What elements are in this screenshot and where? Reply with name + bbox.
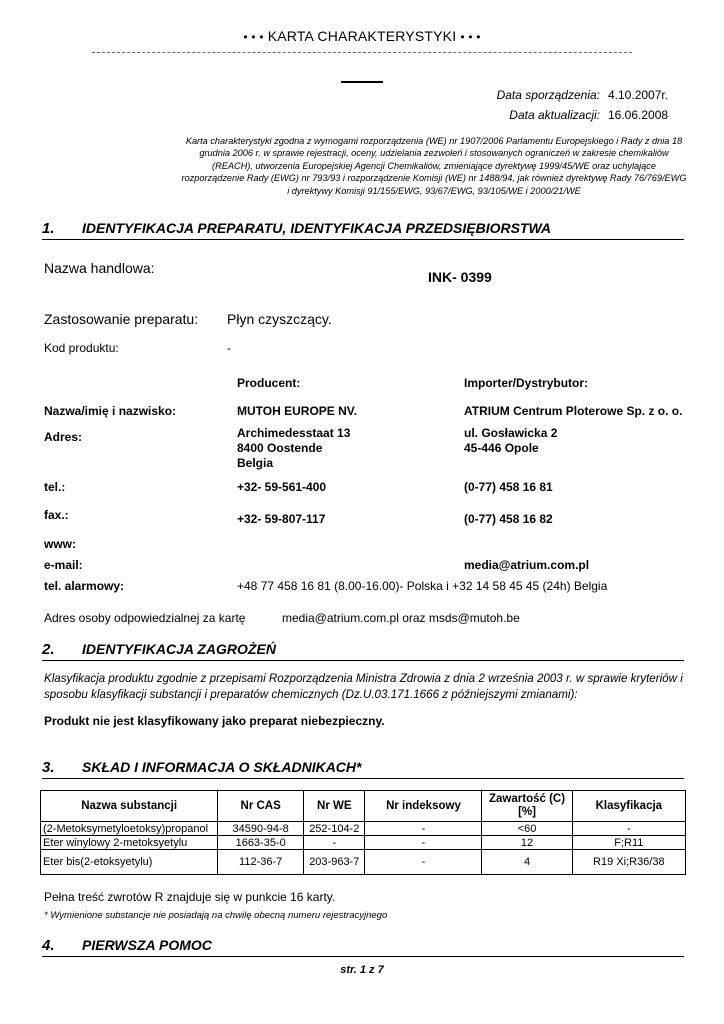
producer-fax: +32- 59-807-117 [237,512,326,526]
importer-tel: (0-77) 458 16 81 [464,480,553,494]
alarm-value: +48 77 458 16 81 (8.00-16.00)- Polska i +32 14 58 45 45 (24h) Belgia [237,579,608,593]
section-3-footnote: * Wymienione substancje nie posiadają na chwilę obecną numeru rejestracyjnego [44,910,388,921]
cell-cas: 112-36-7 [218,850,304,875]
section-1-title: IDENTYFIKACJA PREPARATU, IDENTYFIKACJA PRZEDSIĘBIORSTWA [82,220,552,236]
importer-fax: (0-77) 458 16 82 [464,512,553,526]
usage-label: Zastosowanie preparatu: [44,311,199,327]
section-4-heading [42,937,684,957]
substances-table [40,790,686,875]
table-header-row [41,791,686,822]
col-header-index: Nr indeksowy [365,791,482,822]
header-divider [92,52,632,53]
importer-email[interactable]: media@atrium.com.pl [464,558,590,572]
section-2-number: 2. [42,641,55,658]
importer-header: Importer/Dystrybutor: [464,376,589,390]
section-2-text: Klasyfikacja produktu zgodnie z przepisami Rozporządzenia Ministra Zdrowia z dnia 2 września 2003 r. w sprawie kryteriów i sposobu klasyfikacji substancji i preparatów chemicznych (Dz.U.03.171.1666 z późniejszymi zmianami): [44,672,683,701]
cell-content: 4 [482,850,572,875]
created-value: 4.10.2007r. [608,88,669,102]
usage-value: Płyn czyszczący. [227,311,332,327]
section-2-title: IDENTYFIKACJA ZAGROŻEŃ [82,641,276,657]
updated-date [509,108,682,122]
producer-header: Producent: [237,376,301,390]
col-header-name: Nazwa substancji [41,791,218,822]
short-divider [341,81,383,83]
cell-we: - [304,836,365,850]
updated-value: 16.06.2008 [608,108,669,122]
code-label: Kod produktu: [44,341,119,355]
section-3-heading [42,759,684,779]
col-header-we: Nr WE [304,791,365,822]
producer-address [237,426,350,471]
section-1-heading [42,220,684,240]
producer-address-line3: Belgia [237,456,274,470]
tel-label: tel.: [44,480,66,494]
table-row [41,836,686,850]
cell-we: 203-963-7 [304,850,365,875]
document-title [0,28,724,44]
producer-name: MUTOH EUROPE NV. [237,404,358,418]
cell-cas: 1663-35-0 [218,836,304,850]
cell-classification: - [572,822,685,836]
importer-address-line1: ul. Gosławicka 2 [464,426,558,440]
contact-value[interactable]: media@atrium.com.pl oraz msds@mutoh.be [282,611,520,625]
cell-classification: F;R11 [572,836,685,850]
cell-name: Eter bis(2-etoksyetylu) [41,850,218,875]
contact-label: Adres osoby odpowiedzialnej za kartę [44,611,246,625]
cell-content: <60 [482,822,572,836]
section-3-number: 3. [42,759,55,776]
trade-name-value: INK- 0399 [428,269,492,285]
section-4-title: PIERWSZA POMOC [82,937,212,953]
fax-label: fax.: [44,508,69,522]
producer-tel: +32- 59-561-400 [237,480,327,494]
cell-name: Eter winylowy 2-metoksyetylu [41,836,218,850]
section-3-note: Pełna treść zwrotów R znajduje się w punkcie 16 karty. [44,890,336,904]
cell-index: - [365,850,482,875]
created-label: Data sporządzenia: [496,88,600,102]
section-4-number: 4. [42,937,55,954]
updated-label: Data aktualizacji: [509,108,600,122]
created-date [497,88,682,102]
table-row [41,850,686,875]
section-2-heading [42,641,684,661]
title-text: KARTA CHARAKTERYSTYKI [267,28,457,44]
col-header-cas: Nr CAS [218,791,304,822]
cell-classification: R19 Xi;R36/38 [572,850,685,875]
importer-address [464,426,557,456]
legal-note: Karta charakterystyki zgodna z wymogami rozporządzenia (WE) nr 1907/2006 Parlamentu Europejskiego i Rady z dnia 18 grudnia 2006 r. w sprawie rejestracji, oceny, udzielania zezwoleń i stosowanych ograniczeń w zakresie chemikaliów (REACH), utworzenia Europejskiej Agencji Chemikaliów, zmieniające dyrektywę 1999/45/WE oraz uchylające rozporządzenie Rady (EWG) nr 793/93 i rozporządzenie Komisji (WE) nr 1488/94, jak również dyrektywę Rady 76/769/EWG i dyrektywy Komisji 91/155/EWG, 93/67/EWG, 93/105/WE i 2000/21/WE [181,136,687,196]
page-number: str. 1 z 7 [340,964,384,976]
alarm-label: tel. alarmowy: [44,579,125,593]
www-label: www: [44,537,76,551]
col-header-content: Zawartość (C) [%] [482,791,572,822]
col-header-classification: Klasyfikacja [572,791,685,822]
producer-address-line1: Archimedesstaat 13 [237,426,351,440]
title-decor-left: • • • [243,30,264,44]
section-3-title: SKŁAD I INFORMACJA O SKŁADNIKACH* [82,759,362,775]
name-label: Nazwa/imię i nazwisko: [44,404,177,418]
importer-address-line2: 45-446 Opole [464,441,539,455]
importer-name: ATRIUM Centrum Ploterowe Sp. z o. o. [464,404,683,418]
address-label: Adres: [44,430,83,444]
cell-cas: 34590-94-8 [218,822,304,836]
cell-index: - [365,836,482,850]
cell-index: - [365,822,482,836]
trade-name-label: Nazwa handlowa: [44,260,155,276]
cell-content: 12 [482,836,572,850]
email-label: e-mail: [44,558,83,572]
section-1-number: 1. [42,220,55,237]
table-row [41,822,686,836]
code-value: - [227,341,231,355]
section-2-statement: Produkt nie jest klasyfikowany jako preparat niebezpieczny. [44,714,385,728]
cell-we: 252-104-2 [304,822,365,836]
title-decor-right: • • • [460,30,481,44]
producer-address-line2: 8400 Oostende [237,441,323,455]
cell-name: (2-Metoksymetyloetoksy)propanol [41,822,218,836]
